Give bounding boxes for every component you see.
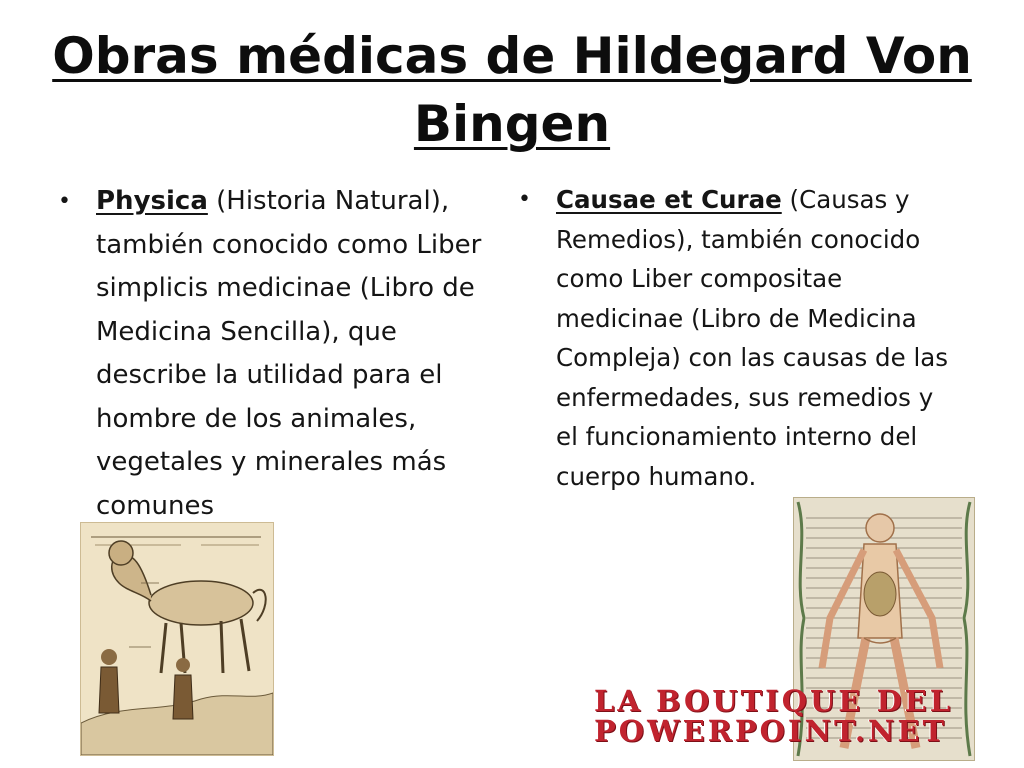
physica-description: (Historia Natural), también conocido como Liber simplicis medicinae (Libro de Medicina Sencilla), que describe la utilidad para el hombre de los animales, vegetales y minerales más comunes xyxy=(96,186,482,521)
bullet-icon: • xyxy=(58,189,71,214)
bullet-icon: • xyxy=(518,187,531,212)
right-bullet-paragraph xyxy=(518,180,958,496)
slide-title: Obras médicas de Hildegard Von Bingen xyxy=(52,27,972,153)
causae-description: (Causas y Remedios), también conocido como Liber compositae medicinae (Libro de Medicina Compleja) con las causas de las enfermedades, sus remedios y el funcionamiento interno del cuerpo humano. xyxy=(556,185,949,491)
causae-term: Causae et Curae xyxy=(556,185,782,214)
watermark-line-1: LA BOUTIQUE DEL xyxy=(594,684,954,718)
centaur-engraving-image xyxy=(80,522,274,756)
physica-term: Physica xyxy=(96,186,208,216)
left-bullet-paragraph xyxy=(58,180,498,528)
watermark-line-2: POWERPOINT.NET xyxy=(594,714,948,748)
watermark-logo xyxy=(594,686,974,746)
